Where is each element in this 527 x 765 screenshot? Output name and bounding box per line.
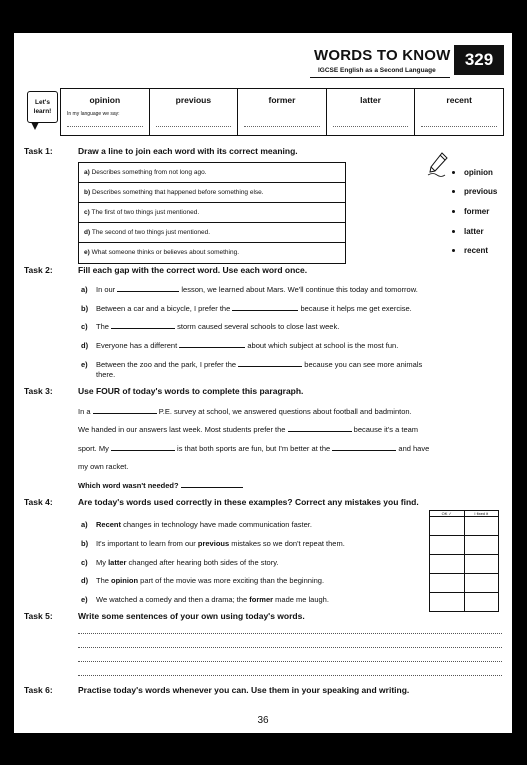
meaning-row: d) The second of two things just mentioned. <box>79 223 345 243</box>
vocab-cell-former[interactable] <box>238 89 327 135</box>
word-option-former[interactable]: former <box>452 207 489 216</box>
task3-question: Which word wasn't needed? <box>78 480 506 490</box>
pencil-icon <box>427 151 449 177</box>
meanings-table <box>78 162 346 264</box>
check-grid-row <box>429 593 499 612</box>
fixed-checkbox[interactable] <box>465 593 500 612</box>
task2-instruction: Fill each gap with the correct word. Use each word once. <box>78 265 308 275</box>
writing-line[interactable] <box>78 661 502 662</box>
task2-sentence-c: c) The storm caused several schools to close last week. <box>81 322 340 331</box>
vocab-word: previous <box>175 95 212 105</box>
fixed-checkbox[interactable] <box>465 555 500 574</box>
vocab-word: former <box>268 95 296 105</box>
writing-line[interactable] <box>78 633 502 634</box>
task2-sentence-e: e) Between the zoo and the park, I prefer the because you can see more animals there. <box>81 360 423 379</box>
ok-checkbox[interactable] <box>429 555 465 574</box>
task4-sentence-e: e) We watched a comedy and then a drama; the former made me laugh. <box>81 595 329 604</box>
task3-label: Task 3: <box>24 386 53 396</box>
gap-blank[interactable] <box>111 443 175 451</box>
speech-bubble-line1: Let's <box>35 99 50 106</box>
vocab-cell-opinion[interactable] <box>61 89 150 135</box>
gap-blank[interactable] <box>93 406 157 414</box>
task4-instruction: Are today's words used correctly in these examples? Correct any mistakes you find. <box>78 497 419 507</box>
vocab-cell-recent[interactable] <box>415 89 503 135</box>
task2-label: Task 2: <box>24 265 53 275</box>
word-option-recent[interactable]: recent <box>452 246 488 255</box>
worksheet-subtitle: IGCSE English as a Second Language <box>318 67 436 74</box>
word-option-latter[interactable]: latter <box>452 227 484 236</box>
vocab-word: recent <box>446 95 472 105</box>
writing-line[interactable] <box>78 675 502 676</box>
task3-line1: In a P.E. survey at school, we answered questions about football and badminton. <box>78 407 412 416</box>
task3-line2: We handed in our answers last week. Most students prefer the because it's a team <box>78 425 419 434</box>
speech-bubble-tail <box>31 122 39 130</box>
meaning-row: c) The first of two things just mentioned. <box>79 203 345 223</box>
gap-blank[interactable] <box>179 340 245 348</box>
page-number: 36 <box>257 715 269 726</box>
vocab-word: latter <box>360 95 381 105</box>
write-line <box>156 126 232 127</box>
write-line <box>421 126 497 127</box>
meaning-row: e) What someone thinks or believes about something. <box>84 249 240 256</box>
check-grid-header <box>429 510 499 517</box>
check-grid <box>429 510 499 612</box>
speech-bubble-line2: learn! <box>33 108 52 115</box>
check-grid-row <box>429 574 499 593</box>
connect-dot[interactable] <box>452 171 455 174</box>
vocabulary-table <box>60 88 504 136</box>
gap-blank[interactable] <box>288 424 352 432</box>
ok-checkbox[interactable] <box>429 593 465 612</box>
worksheet-title: WORDS TO KNOW <box>314 47 451 64</box>
task4-sentence-c: c) My latter changed after hearing both sides of the story. <box>81 558 279 567</box>
connect-dot[interactable] <box>452 190 455 193</box>
task2-sentence-d: d) Everyone has a different about which subject at school is the most fun. <box>81 341 399 350</box>
ok-checkbox[interactable] <box>429 536 465 555</box>
task1-instruction: Draw a line to join each word with its correct meaning. <box>78 146 298 156</box>
meaning-row: a) Describes something from not long ago. <box>79 163 345 183</box>
meaning-row: b) Describes something that happened before something else. <box>79 183 345 203</box>
connect-dot[interactable] <box>452 230 455 233</box>
task1-label: Task 1: <box>24 146 53 156</box>
ok-checkbox[interactable] <box>429 517 465 536</box>
gap-blank[interactable] <box>117 284 179 292</box>
connect-dot[interactable] <box>452 249 455 252</box>
fixed-checkbox[interactable] <box>465 536 500 555</box>
vocab-word: opinion <box>89 95 121 105</box>
vocab-cell-previous[interactable] <box>150 89 239 135</box>
ok-column-header: OK ✓ <box>429 510 465 517</box>
word-option-previous[interactable]: previous <box>452 187 497 196</box>
write-line <box>333 126 409 127</box>
connect-dot[interactable] <box>452 210 455 213</box>
check-grid-row <box>429 517 499 536</box>
gap-blank[interactable] <box>232 303 298 311</box>
title-underline <box>310 77 450 78</box>
task6-instruction: Practise today's words whenever you can. Use them in your speaking and writing. <box>78 685 410 695</box>
vocab-cell-latter[interactable] <box>327 89 416 135</box>
check-grid-row <box>429 555 499 574</box>
fixed-checkbox[interactable] <box>465 574 500 593</box>
task3-instruction: Use FOUR of today's words to complete this paragraph. <box>78 386 304 396</box>
task2-sentence-b: b) Between a car and a bicycle, I prefer the because it helps me get exercise. <box>81 304 412 313</box>
task5-instruction: Write some sentences of your own using today's words. <box>78 611 305 621</box>
task6-label: Task 6: <box>24 685 53 695</box>
fixed-column-header: I fixed it <box>465 510 500 517</box>
task4-sentence-a: a) Recent changes in technology have made communication faster. <box>81 520 312 529</box>
task5-label: Task 5: <box>24 611 53 621</box>
ok-checkbox[interactable] <box>429 574 465 593</box>
speech-bubble <box>27 91 58 123</box>
task2-sentence-a: a) In our lesson, we learned about Mars. We'll continue this today and tomorrow. <box>81 285 418 294</box>
gap-blank[interactable] <box>332 443 396 451</box>
task3-line4: my own racket. <box>78 462 129 471</box>
word-option-opinion[interactable]: opinion <box>452 168 493 177</box>
gap-blank[interactable] <box>238 359 302 367</box>
write-line <box>67 126 143 127</box>
write-line <box>244 126 320 127</box>
writing-line[interactable] <box>78 647 502 648</box>
gap-blank[interactable] <box>181 480 243 488</box>
worksheet-page <box>14 33 512 733</box>
task3-line3: sport. My is that both sports are fun, but I'm better at the and have <box>78 444 430 453</box>
task4-sentence-b: b) It's important to learn from our previous mistakes so we don't repeat them. <box>81 539 345 548</box>
vocab-note: In my language we say: <box>67 111 120 117</box>
worksheet-number-badge: 329 <box>454 45 504 75</box>
check-grid-row <box>429 536 499 555</box>
gap-blank[interactable] <box>111 321 175 329</box>
task4-sentence-d: d) The opinion part of the movie was more exciting than the beginning. <box>81 576 325 585</box>
fixed-checkbox[interactable] <box>465 517 500 536</box>
task4-label: Task 4: <box>24 497 53 507</box>
